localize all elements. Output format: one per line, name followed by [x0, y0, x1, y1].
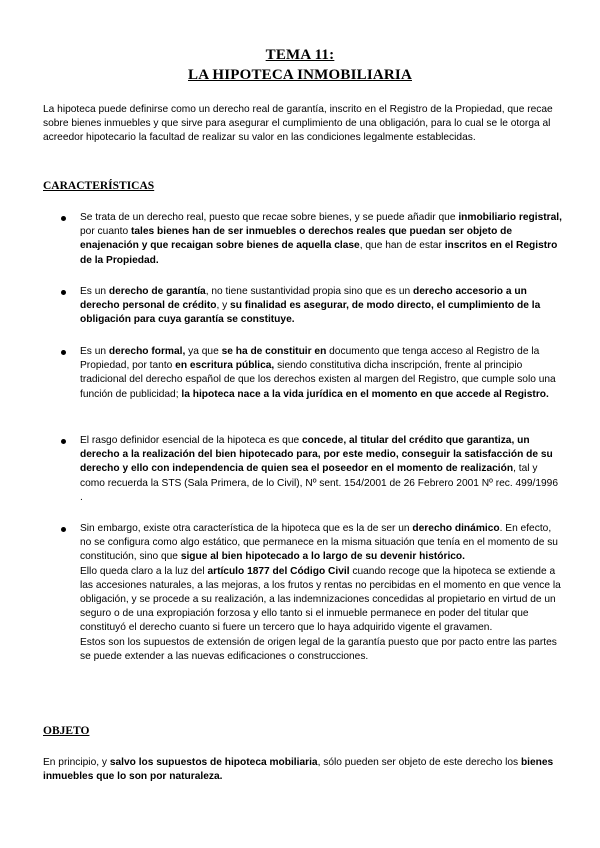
- text-run: siendo constitutiva dicha inscripción, frente al principio tradicional del derecho español de que los derechos existen al margen del Registro, que cumple solo una función de publicidad;: [80, 360, 556, 400]
- bullet-item-5: [80, 522, 562, 664]
- bold-run: su finalidad es asegurar, de modo directo, el cumplimiento de la obligación para cuya garantía se constituye.: [80, 300, 541, 326]
- bold-run: en escritura pública,: [175, 360, 275, 372]
- bullet-paragraph: [80, 522, 562, 565]
- bullet-icon: [61, 527, 66, 532]
- objeto-paragraph: [43, 756, 563, 784]
- bullet-item-4: [80, 434, 562, 505]
- bold-run: la hipoteca nace a la vida jurídica en el momento en que accede al Registro.: [181, 388, 549, 400]
- bold-run: inmobiliario registral,: [458, 212, 562, 223]
- text-run: , que han de estar: [359, 240, 445, 252]
- bold-run: concede, al titular del crédito que garantiza, un derecho a la realización del bien hipotecado para, por este medio, conseguir la satisfacción de su derecho y ello con independencia de quien sea el poseedor en el momento de realización: [80, 435, 553, 475]
- section-heading-objeto: OBJETO: [43, 725, 90, 737]
- text-run: Sin embargo, existe otra característica de la hipoteca que es la de ser un: [80, 523, 413, 534]
- bullet-paragraph: [80, 565, 562, 636]
- bold-run: derecho dinámico: [412, 523, 500, 534]
- text-run: Es un: [80, 346, 109, 357]
- text-run: , y: [216, 300, 231, 312]
- section-heading-caracteristicas: CARACTERÍSTICAS: [43, 180, 155, 192]
- text-run: , sólo pueden ser objeto de este derecho los: [317, 757, 521, 768]
- page-title-line1: TEMA 11:: [265, 47, 335, 63]
- bullet-icon: [61, 290, 66, 295]
- text-run: , no tiene sustantividad propia sino que es un: [205, 286, 413, 297]
- bullet-item-2: [80, 285, 562, 328]
- bold-run: artículo 1877 del Código Civil: [207, 565, 350, 577]
- intro-paragraph: La hipoteca puede definirse como un derecho real de garantía, inscrito en el Registro de la Propiedad, que recae sobre bienes inmuebles y que sirve para asegurar el cumplimiento de una obligación, para lo cual se le otorga al acreedor hipotecario la facultad de realizar su valor en las condiciones legalmente establecidas.: [43, 104, 553, 144]
- bold-run: salvo los supuestos de hipoteca mobiliaria: [109, 757, 318, 768]
- bullet-icon: [61, 439, 66, 444]
- bold-run: tales bienes han de ser inmuebles o derechos reales que puedan ser objeto de enajenación y que recaigan sobre bienes de aquella clase: [80, 226, 513, 252]
- text-run: por cuanto: [80, 226, 131, 238]
- bold-run: sigue al bien hipotecado a lo largo de su devenir histórico.: [180, 551, 465, 563]
- bullet-item-3: [80, 345, 562, 402]
- bullet-icon: [61, 216, 66, 221]
- bold-run: inscritos en el Registro de la Propiedad.: [80, 240, 558, 266]
- bold-run: derecho de garantía: [108, 286, 206, 297]
- page-title-line2: LA HIPOTECA INMOBILIARIA: [187, 67, 412, 83]
- bold-run: derecho accesorio a un derecho personal de crédito: [80, 286, 527, 312]
- text-run: ya que: [185, 346, 222, 357]
- text-run: En principio, y: [43, 757, 110, 768]
- bold-run: bienes inmuebles que lo son por naturaleza.: [43, 757, 554, 783]
- text-run: Se trata de un derecho real, puesto que recae sobre bienes, y se puede añadir que: [80, 212, 459, 223]
- text-run: Es un: [80, 286, 109, 297]
- text-run: Ello queda claro a la luz del: [80, 565, 208, 577]
- bold-run: se ha de constituir en: [221, 346, 327, 357]
- text-run: documento que tenga acceso al Registro de la Propiedad, por tanto: [80, 346, 540, 372]
- bold-run: derecho formal,: [108, 346, 186, 357]
- bullet-icon: [61, 350, 66, 355]
- bullet-paragraph: Estos son los supuestos de extensión de origen legal de la garantía puesto que por pacto entre las partes se puede extender a las nuevas edificaciones o construcciones.: [80, 636, 557, 662]
- text-run: El rasgo definidor esencial de la hipoteca es que: [80, 435, 303, 446]
- text-run: cuando recoge que la hipoteca se extiende a las accesiones naturales, a las mejoras, a los frutos y rentas no percibidas en el momento en que vence la obligación, y se procede a su realización, a las indemnizaciones concedidas al propietario en virtud de un seguro o de una expropiación forzosa y ello tanto si el inmueble permanece en poder del titular que constituyó el derecho cuanto si fuere un tercero que lo haya adquirido vigente el gravamen.: [80, 565, 561, 634]
- text-run: . En efecto, no se configura como algo estático, que permanece en la misma situación que tenía en el momento de su constitución, sino que: [80, 523, 558, 563]
- text-run: , tal y como recuerda la STS (Sala Primera, de lo Civil), Nº sent. 154/2001 de 26 Febrero 2001 Nº rec. 499/1996 .: [80, 463, 559, 503]
- bullet-item-1: [80, 211, 562, 268]
